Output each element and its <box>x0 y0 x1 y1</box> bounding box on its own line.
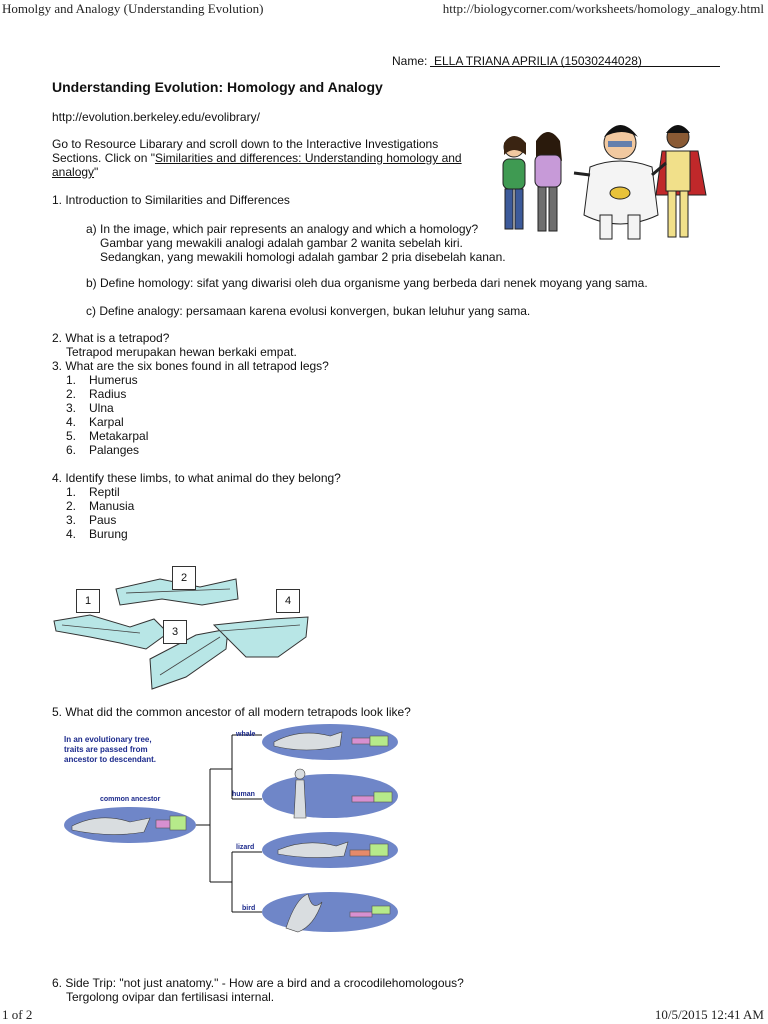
list-item-number: 3. <box>66 513 77 527</box>
answer-1a-line-1: Gambar yang mewakili analogi adalah gambar 2 wanita sebelah kiri. <box>100 236 463 250</box>
tree-label-whale: whale <box>236 731 256 738</box>
limb-label-1: 1 <box>76 589 100 613</box>
resource-link[interactable]: http://evolution.berkeley.edu/evolibrary/ <box>52 110 260 124</box>
woman-left-figure <box>503 136 526 229</box>
question-4: 4. Identify these limbs, to what animal do they belong? <box>52 471 341 485</box>
print-datetime: 10/5/2015 12:41 AM <box>654 1007 764 1022</box>
list-item-number: 1. <box>66 485 77 499</box>
homology-analogy-cartoon <box>492 115 714 245</box>
intro-line-1: Go to Resource Libarary and scroll down to the Interactive Investigations <box>52 137 439 151</box>
list-item: Manusia <box>89 499 135 513</box>
tab-title: Homolgy and Analogy (Understanding Evolution) <box>2 1 264 16</box>
list-item: Paus <box>89 513 117 527</box>
question-1: 1. Introduction to Similarities and Differences <box>52 193 290 207</box>
list-item: Burung <box>89 527 128 541</box>
answer-2: Tetrapod merupakan hewan berkaki empat. <box>66 345 297 359</box>
question-6: 6. Side Trip: "not just anatomy." - How are a bird and a crocodilehomologous? <box>52 976 464 990</box>
intro-link-part1[interactable]: Similarities and differences: Understanding homology and <box>154 151 462 165</box>
question-5: 5. What did the common ancestor of all modern tetrapods look like? <box>52 705 411 719</box>
tree-label-ancestor: common ancestor <box>100 796 161 803</box>
list-item: Radius <box>89 387 127 401</box>
ancestor-limb-distal <box>170 816 186 830</box>
answer-6: Tergolong ovipar dan fertilisasi internal. <box>66 990 275 1004</box>
list-item: Reptil <box>89 485 120 499</box>
question-3: 3. What are the six bones found in all tetrapod legs? <box>52 359 329 373</box>
tree-label-human: human <box>232 791 255 798</box>
tree-label-lizard: lizard <box>236 844 255 851</box>
name-field[interactable] <box>430 52 720 67</box>
limb-4-bird <box>214 617 308 657</box>
list-item-number: 4. <box>66 527 77 541</box>
list-item: Palanges <box>89 443 140 457</box>
page-url[interactable]: http://biologycorner.com/worksheets/homology_analogy.html <box>442 1 764 16</box>
limb-label-3: 3 <box>163 620 187 644</box>
limb-label-4: 4 <box>276 589 300 613</box>
ancestor-limb <box>156 820 170 828</box>
list-item-number: 6. <box>66 443 77 457</box>
question-1b: b) Define homology: sifat yang diwarisi oleh dua organisme yang berbeda dari nenek moyang yang sama. <box>86 276 648 290</box>
tree-caption-line: ancestor to descendant. <box>64 755 157 764</box>
list-item-number: 2. <box>66 387 77 401</box>
tree-caption-line: In an evolutionary tree, <box>64 735 152 744</box>
intro-text: Sections. Click on " <box>52 151 155 165</box>
tree-label-bird: bird <box>242 905 256 912</box>
man-white-suit-figure <box>574 125 658 239</box>
list-item-number: 4. <box>66 415 77 429</box>
human-head <box>295 769 305 779</box>
list-item: Humerus <box>89 373 138 387</box>
limb-label-2: 2 <box>172 566 196 590</box>
list-item-number: 3. <box>66 401 77 415</box>
name-label: Name: <box>392 54 428 68</box>
list-item: Ulna <box>89 401 114 415</box>
page-count: 1 of 2 <box>2 1007 33 1022</box>
man-gold-suit-figure <box>652 125 706 237</box>
list-item-number: 5. <box>66 429 77 443</box>
evolutionary-tree <box>60 722 410 962</box>
list-item: Metakarpal <box>89 429 149 443</box>
intro-link-part2[interactable]: analogy <box>52 165 95 179</box>
woman-right-figure <box>535 132 562 231</box>
list-item-number: 1. <box>66 373 77 387</box>
intro-quote: " <box>94 165 99 179</box>
tree-caption-line: traits are passed from <box>64 745 148 754</box>
intro-line-3 <box>52 165 98 179</box>
list-item-number: 2. <box>66 499 77 513</box>
answer-1a-line-2: Sedangkan, yang mewakili homologi adalah gambar 2 pria disebelah kanan. <box>100 250 506 264</box>
question-1a: a) In the image, which pair represents an analogy and which a homology? <box>86 222 479 236</box>
question-2: 2. What is a tetrapod? <box>52 331 170 345</box>
list-item: Karpal <box>89 415 124 429</box>
page-title: Understanding Evolution: Homology and Analogy <box>52 79 383 95</box>
human-silhouette <box>294 780 306 818</box>
limb-1-reptile <box>54 615 168 649</box>
name-value: ELLA TRIANA APRILIA (15030244028) <box>434 54 642 68</box>
intro-line-2 <box>52 151 462 165</box>
question-1c: c) Define analogy: persamaan karena evolusi konvergen, bukan leluhur yang sama. <box>86 304 531 318</box>
